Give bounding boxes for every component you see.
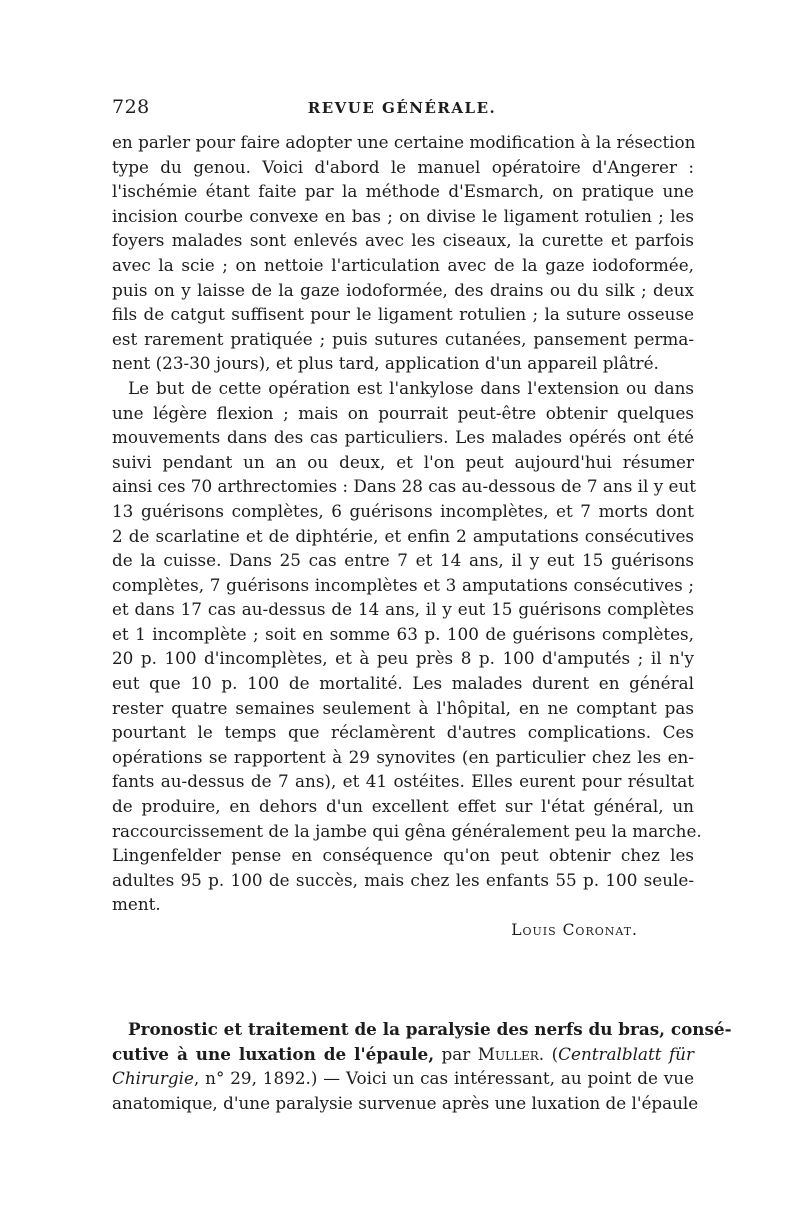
section-abstract — [112, 1017, 732, 1115]
text-line: mouvements dans des cas particuliers. Les malades opérés ont été — [112, 427, 694, 448]
text-line: ainsi ces 70 arthrectomies : Dans 28 cas au-dessous de 7 ans il y eut — [112, 476, 697, 497]
text-line: Le but de cette opération est l'ankylose dans l'extension ou dans — [128, 377, 694, 398]
section-title-line: Pronostic et traitement de la paralysie des nerfs du bras, consé- — [128, 1019, 732, 1039]
text-line: anatomique, d'une paralysie survenue après une luxation de l'épaule — [112, 1092, 699, 1113]
text-line: 13 guérisons complètes, 6 guérisons incomplètes, et 7 morts dont — [112, 500, 694, 521]
section-title-continued: cutive à une luxation de l'épaule, — [112, 1043, 435, 1064]
text-line: et 1 incomplète ; soit en somme 63 p. 100 de guérisons complètes, — [112, 623, 694, 644]
text-line: en parler pour faire adopter une certaine modification à la résection — [112, 132, 696, 152]
text-line: Lingenfelder pense en conséquence qu'on peut obtenir chez les — [112, 845, 694, 866]
text-line: incision courbe convexe en bas ; on divise le ligament rotulien ; les — [112, 205, 694, 226]
text-line: une légère flexion ; mais on pourrait peut-être obtenir quelques — [112, 402, 694, 423]
text-line: fils de catgut suffisent pour le ligament rotulien ; la suture osseuse — [112, 304, 694, 325]
text-line: foyers malades sont enlevés avec les ciseaux, la curette et parfois — [112, 230, 694, 251]
text-line: 20 p. 100 d'incomplètes, et à peu près 8 p. 100 d'amputés ; il n'y — [112, 648, 694, 669]
article-body — [112, 130, 732, 1115]
text-line: 2 de scarlatine et de diphtérie, et enfin 2 amputations consécutives — [112, 525, 694, 546]
citation-rest: , n° 29, 1892.) — Voici un cas intéressant, au point de vue — [193, 1068, 694, 1089]
text-line: de la cuisse. Dans 25 cas entre 7 et 14 ans, il y eut 15 guérisons — [112, 550, 694, 571]
text-line: type du genou. Voici d'abord le manuel opératoire d'Angerer : — [112, 156, 694, 177]
text-line: opérations se rapportent à 29 synovites (en particulier chez les en- — [112, 746, 694, 767]
paragraph-2 — [112, 376, 702, 943]
text-line: pourtant le temps que réclamèrent d'autres complications. Ces — [112, 722, 694, 743]
author-period: . — [538, 1043, 552, 1064]
text-line: avec la scie ; on nettoie l'articulation avec de la gaze iodoformée, — [112, 254, 694, 275]
text-line: puis on y laisse de la gaze iodoformée, des drains ou du silk ; deux — [112, 279, 694, 300]
citation-line — [112, 1066, 694, 1091]
journal-name-continued: Chirurgie — [112, 1068, 194, 1089]
journal-name: Centralblatt für — [558, 1043, 694, 1064]
author-name: Muller — [477, 1043, 539, 1064]
running-header — [112, 96, 692, 118]
author-signature — [112, 917, 694, 943]
paragraph-1 — [112, 130, 694, 376]
text-line: adultes 95 p. 100 de succès, mais chez les enfants 55 p. 100 seule- — [112, 869, 694, 890]
journal-open: ( — [551, 1043, 559, 1064]
page-number: 728 — [112, 96, 150, 118]
text-line: l'ischémie étant faite par la méthode d'Esmarch, on pratique une — [112, 181, 694, 202]
text-line: rester quatre semaines seulement à l'hôpital, en ne comptant pas — [112, 697, 694, 718]
section-spacer — [112, 943, 694, 1017]
running-title: REVUE GÉNÉRALE. — [307, 99, 497, 117]
signature-text: Louis Coronat. — [511, 921, 638, 939]
author-lead: par — [434, 1043, 478, 1064]
text-line: raccourcissement de la jambe qui gêna généralement peu la marche. — [112, 820, 702, 841]
text-line: nent (23-30 jours), et plus tard, application d'un appareil plâtré. — [112, 353, 659, 374]
section-title-line — [112, 1042, 694, 1067]
text-line: ment. — [112, 894, 161, 915]
text-line: est rarement pratiquée ; puis sutures cutanées, pansement perma- — [112, 328, 694, 349]
text-line: complètes, 7 guérisons incomplètes et 3 amputations consécutives ; — [112, 574, 694, 595]
text-line: fants au-dessus de 7 ans), et 41 ostéites. Elles eurent pour résultat — [112, 771, 694, 792]
text-line: et dans 17 cas au-dessus de 14 ans, il y eut 15 guérisons complètes — [112, 599, 694, 620]
text-line: eut que 10 p. 100 de mortalité. Les malades durent en général — [112, 673, 694, 694]
text-line: de produire, en dehors d'un excellent effet sur l'état général, un — [112, 796, 694, 817]
text-line: suivi pendant un an ou deux, et l'on peut aujourd'hui résumer — [112, 451, 694, 472]
